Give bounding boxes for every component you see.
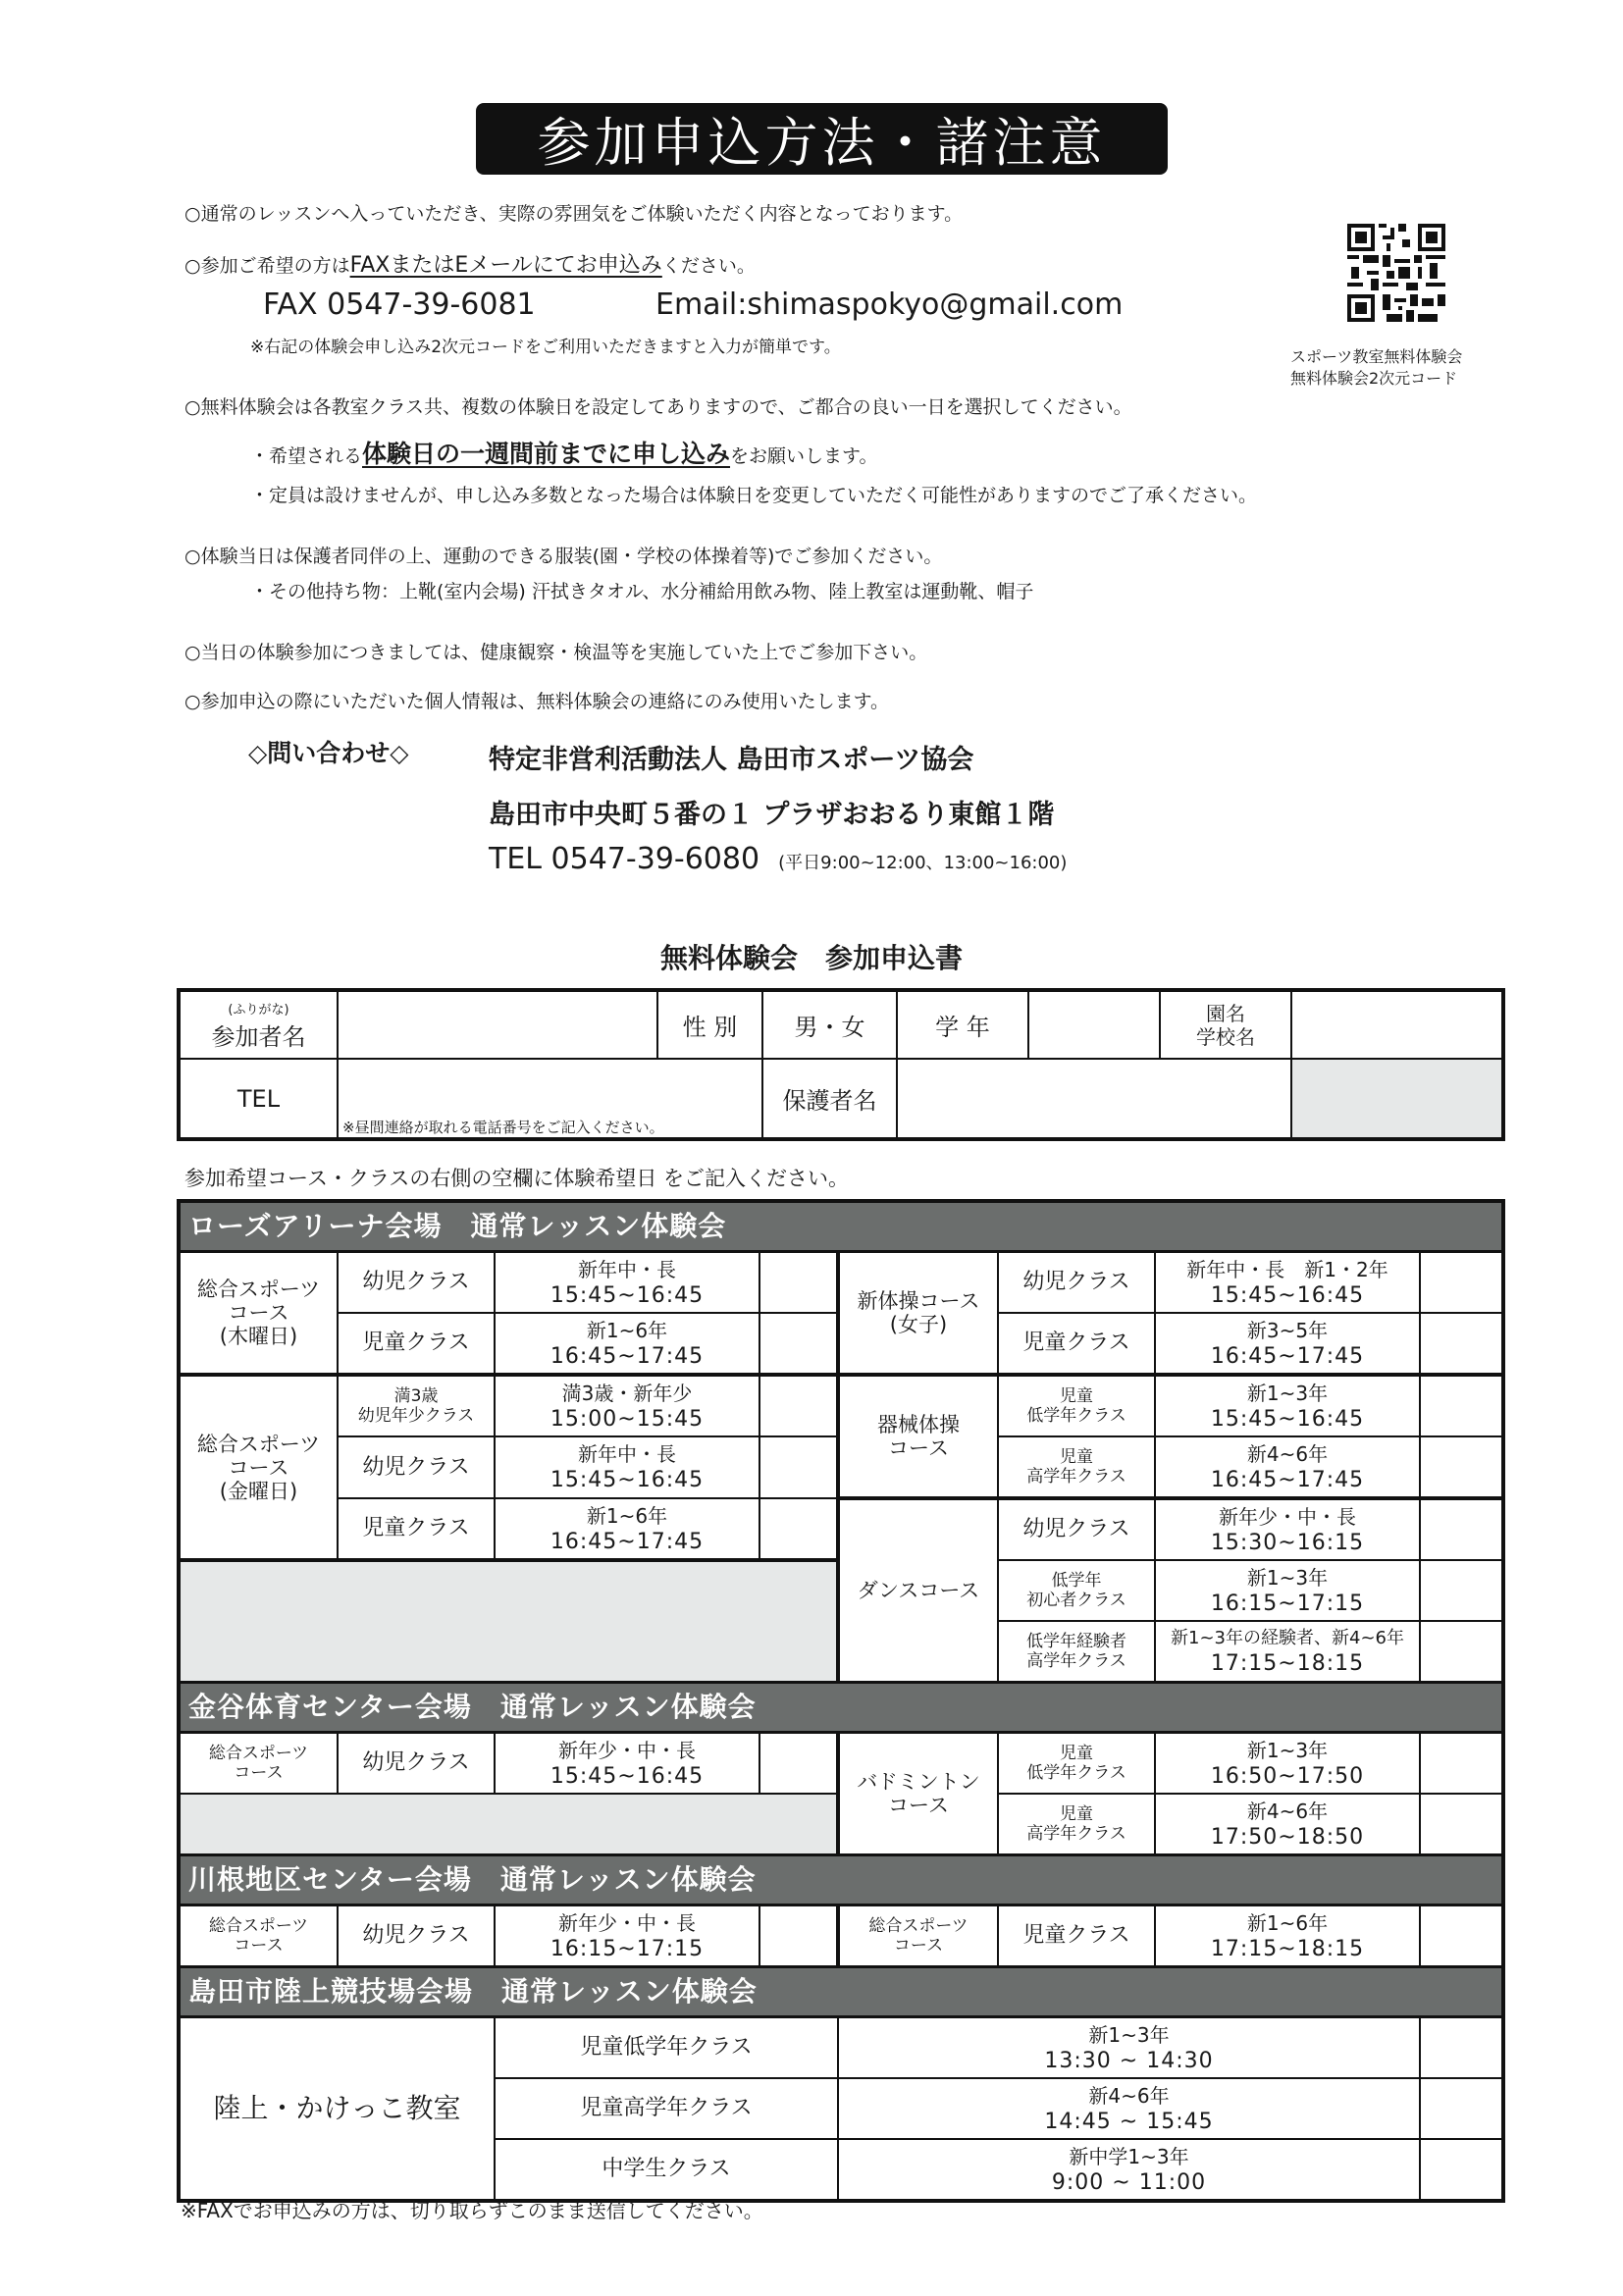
cell-text: 新体操コース: [857, 1289, 980, 1313]
class-name: 幼児クラス: [338, 1905, 495, 1967]
school-label-line2: 学校名: [1196, 1024, 1255, 1049]
date-entry-field[interactable]: [1420, 1436, 1503, 1498]
note-deadline: [250, 435, 878, 470]
venue-header-kawane: 川根地区センター会場 通常レッスン体験会: [179, 1855, 1503, 1905]
cell-text: 16:45~17:45: [1210, 1343, 1365, 1369]
class-schedule: [1155, 1794, 1420, 1855]
note-privacy: ○参加申込の際にいただいた個人情報は、無料体験会の連絡にのみ使用いたします。: [184, 691, 890, 712]
cell-text: 新年少・中・長: [558, 1738, 696, 1762]
note-health-check: ○当日の体験参加につきましては、健康観察・検温等を実施していた上でご参加下さい。: [184, 642, 928, 663]
cell-text: 17:15~18:15: [1210, 1936, 1365, 1961]
cell-text: 新1~3年: [1246, 1381, 1329, 1405]
fax-number: FAX 0547-39-6081: [263, 287, 536, 322]
class-schedule: [495, 1498, 759, 1560]
venue-header-rose-arena: ローズアリーナ会場 通常レッスン体験会: [179, 1201, 1503, 1252]
cell-text: 15:45~16:45: [550, 1282, 705, 1308]
inquiry-contact: [489, 842, 1067, 876]
cell-text: 15:45~16:45: [550, 1468, 705, 1492]
class-name: 児童クラス: [338, 1498, 495, 1560]
class-name: [998, 1733, 1155, 1795]
cell-text: 新年中・長: [578, 1442, 676, 1466]
class-name: 児童低学年クラス: [495, 2017, 838, 2079]
date-entry-field[interactable]: [1420, 2139, 1503, 2201]
cell-text: 高学年クラス: [1026, 1467, 1126, 1487]
cell-text: 新1~6年: [586, 1503, 668, 1528]
class-schedule: [1155, 1621, 1420, 1683]
email-link[interactable]: Email:shimaspokyo@gmail.com: [655, 287, 1124, 322]
date-entry-field[interactable]: [1420, 1498, 1503, 1560]
cell-text: 16:50~17:50: [1210, 1763, 1365, 1789]
cell-text: 新1~6年: [1246, 1910, 1329, 1935]
note-deadline-emphasis: 体験日の一週間前までに申し込み: [362, 440, 731, 468]
class-name: 幼児クラス: [998, 1252, 1155, 1314]
cell-text: バドミントン: [857, 1770, 980, 1794]
qr-caption-line2: 無料体験会2次元コード: [1290, 369, 1458, 388]
cell-text: 低学年経験者: [1026, 1632, 1126, 1651]
tel-field[interactable]: [338, 1059, 762, 1139]
class-name: 児童クラス: [998, 1313, 1155, 1375]
note-regular-lesson: ○通常のレッスンへ入っていただき、実際の雰囲気をご体験いただく内容となっております。: [184, 203, 964, 225]
class-name: [338, 1375, 495, 1436]
course-cell: [179, 1905, 338, 1967]
date-entry-field[interactable]: [1420, 2017, 1503, 2079]
school-label-line1: 園名: [1206, 1001, 1245, 1025]
cell-text: 15:45~16:45: [1210, 1282, 1365, 1308]
cell-text: 新1~3年: [1088, 2022, 1170, 2047]
cell-text: コース: [888, 1794, 949, 1817]
school-name-label: [1160, 990, 1291, 1059]
note-multiple-dates: ○無料体験会は各教室クラス共、複数の体験日を設定してありますので、ご都合の良い一日を選択してください。: [184, 396, 1132, 418]
course-cell: [179, 1252, 338, 1376]
form-title: 無料体験会 参加申込書: [659, 942, 963, 974]
cell-text: コース: [234, 1763, 284, 1783]
class-name: [998, 1621, 1155, 1683]
cell-text: 15:00~15:45: [550, 1406, 705, 1432]
application-form: [177, 988, 1505, 1141]
venue-header-athletics-stadium: 島田市陸上競技場会場 通常レッスン体験会: [179, 1967, 1503, 2017]
cell-text: 器械体操: [877, 1413, 960, 1436]
course-cell: [179, 1375, 338, 1560]
class-name: [998, 1436, 1155, 1498]
cell-text: 児童: [1060, 1447, 1093, 1467]
gender-label: 性 別: [657, 990, 762, 1059]
note-deadline-pre: ・希望される: [250, 445, 363, 467]
venue-header-kanaya: 金谷体育センター会場 通常レッスン体験会: [179, 1683, 1503, 1733]
class-schedule: [1155, 1560, 1420, 1621]
cell-text: 16:15~17:15: [550, 1936, 705, 1961]
qr-caption: [1290, 346, 1462, 390]
cell-text: 児童: [1060, 1386, 1093, 1406]
schedule-table: [177, 1199, 1505, 2203]
note-apply-method: [184, 248, 756, 279]
cell-text: 新4~6年: [1088, 2083, 1170, 2108]
class-name: 幼児クラス: [338, 1252, 495, 1314]
cell-text: 児童: [1060, 1804, 1093, 1824]
cell-text: 総合スポーツ: [196, 1278, 321, 1301]
note-deadline-post: をお願いします。: [730, 445, 878, 467]
school-name-field[interactable]: [1291, 990, 1503, 1059]
footer-note: ※FAXでお申込みの方は、切り取らずこのまま送信してください。: [181, 2199, 763, 2222]
grade-label: 学 年: [897, 990, 1028, 1059]
cell-text: 総合スポーツ: [208, 1744, 309, 1763]
cell-text: コース: [228, 1301, 289, 1325]
date-entry-field[interactable]: [1420, 2078, 1503, 2139]
cell-text: 16:45~17:45: [1210, 1467, 1365, 1492]
gender-options[interactable]: 男・女: [762, 990, 897, 1059]
class-name: [998, 1560, 1155, 1621]
class-schedule: [1155, 1375, 1420, 1436]
date-entry-field[interactable]: [759, 1313, 838, 1375]
cell-text: 新4~6年: [1246, 1441, 1329, 1466]
qr-caption-line1: スポーツ教室無料体験会: [1290, 347, 1463, 366]
class-name: 児童高学年クラス: [495, 2078, 838, 2139]
note-apply-pre: ○参加ご希望の方は: [184, 255, 350, 277]
cell-text: 13:30 ~ 14:30: [1044, 2048, 1214, 2073]
inquiry-organization: 特定非営利活動法人 島田市スポーツ協会: [489, 745, 974, 775]
date-entry-field[interactable]: [759, 1733, 838, 1795]
course-cell: ダンスコース: [838, 1498, 998, 1683]
class-schedule: [495, 1252, 759, 1314]
class-name: 児童クラス: [998, 1905, 1155, 1967]
cell-text: 16:45~17:45: [550, 1343, 705, 1369]
date-entry-field[interactable]: [1420, 1252, 1503, 1314]
cell-text: 17:15~18:15: [1210, 1650, 1365, 1676]
inquiry-address: 島田市中央町５番の１ プラザおおるり東館１階: [489, 800, 1055, 830]
date-entry-field[interactable]: [1420, 1794, 1503, 1855]
cell-text: 新3~5年: [1246, 1318, 1329, 1342]
class-name: 幼児クラス: [338, 1436, 495, 1498]
guardian-label: 保護者名: [762, 1059, 897, 1139]
note-clothing: ○体験当日は保護者同伴の上、運動のできる服装(園・学校の体操着等)でご参加ください。: [184, 546, 943, 567]
cell-text: 低学年クラス: [1026, 1763, 1126, 1783]
cell-text: 満3歳: [393, 1386, 439, 1406]
cell-text: コース: [893, 1936, 944, 1956]
cell-text: 16:45~17:45: [550, 1529, 705, 1554]
class-schedule: [1155, 1436, 1420, 1498]
instruction-text: 参加希望コース・クラスの右側の空欄に体験希望日 をご記入ください。: [184, 1167, 849, 1190]
date-entry-field[interactable]: [1420, 1905, 1503, 1967]
course-cell: [838, 1905, 998, 1967]
qr-hint: ※右記の体験会申し込み2次元コードをご利用いただきますと入力が簡単です。: [250, 338, 841, 357]
cell-text: 総合スポーツ: [868, 1916, 969, 1936]
grade-field[interactable]: [1028, 990, 1160, 1059]
cell-text: 14:45 ~ 15:45: [1044, 2109, 1214, 2134]
class-schedule: [1155, 1252, 1420, 1314]
cell-text: 満3歳・新年少: [561, 1381, 693, 1405]
cell-text: 9:00 ~ 11:00: [1051, 2169, 1207, 2195]
class-schedule: [495, 1375, 759, 1436]
course-cell: [838, 1375, 998, 1498]
class-schedule: [495, 1436, 759, 1498]
inquiry-label: ◇問い合わせ◇: [248, 739, 409, 767]
cell-text: 新1~6年: [586, 1318, 668, 1342]
cell-text: 新1~3年の経験者、新4~6年: [1171, 1627, 1404, 1648]
page-title: 参加申込方法・諸注意: [476, 103, 1168, 175]
class-schedule: [838, 2078, 1420, 2139]
inquiry-hours: (平日9:00~12:00、13:00~16:00): [778, 853, 1068, 873]
class-schedule: [1155, 1313, 1420, 1375]
date-entry-field[interactable]: [1420, 1733, 1503, 1795]
note-capacity: ・定員は設けませんが、申し込み多数となった場合は体験日を変更していただく可能性がありますのでご了承ください。: [250, 485, 1258, 506]
course-cell: [838, 1733, 998, 1855]
participant-name-label: [179, 990, 338, 1059]
course-cell: 陸上・かけっこ教室: [179, 2017, 495, 2202]
date-entry-field[interactable]: [759, 1436, 838, 1498]
cell-text: 総合スポーツ: [208, 1916, 309, 1936]
name-label-text: 参加者名: [211, 1022, 306, 1051]
cell-text: 高学年クラス: [1026, 1824, 1126, 1844]
tel-label: TEL: [179, 1059, 338, 1139]
class-name: [998, 1375, 1155, 1436]
date-entry-field[interactable]: [759, 1498, 838, 1560]
cell-text: 新1~3年: [1246, 1738, 1329, 1762]
note-belongings: ・その他持ち物：上靴(室内会場) 汗拭きタオル、水分補給用飲み物、陸上教室は運動靴、帽子: [250, 581, 1034, 602]
cell-text: 児童: [1060, 1744, 1093, 1763]
note-apply-emphasis: FAXまたはEメールにてお申込み: [349, 253, 662, 278]
class-schedule: [495, 1905, 759, 1967]
cell-text: 高学年クラス: [1026, 1651, 1126, 1671]
date-entry-field[interactable]: [759, 1905, 838, 1967]
date-entry-field[interactable]: [1420, 1313, 1503, 1375]
blank-area: [179, 1794, 838, 1855]
cell-text: 総合スポーツ: [196, 1432, 321, 1456]
guardian-name-field[interactable]: [897, 1059, 1291, 1139]
class-schedule: [495, 1733, 759, 1795]
cell-text: 新中学1~3年: [1069, 2144, 1189, 2168]
cell-text: 幼児年少クラス: [357, 1406, 475, 1426]
class-name: [998, 1794, 1155, 1855]
cell-text: 新年中・長: [578, 1257, 676, 1281]
cell-text: 初心者クラス: [1026, 1591, 1126, 1610]
date-entry-field[interactable]: [1420, 1621, 1503, 1683]
cell-text: (金曜日): [219, 1479, 298, 1503]
furigana-label: (ふりがな): [228, 1002, 289, 1018]
cell-text: 17:50~18:50: [1210, 1824, 1365, 1850]
class-name: 幼児クラス: [338, 1733, 495, 1795]
cell-text: 15:45~16:45: [550, 1763, 705, 1789]
cell-text: 15:30~16:15: [1210, 1530, 1365, 1555]
cell-text: コース: [228, 1455, 289, 1480]
blank-cell: [1291, 1059, 1503, 1139]
cell-text: 新4~6年: [1246, 1799, 1329, 1823]
class-schedule: [1155, 1498, 1420, 1560]
cell-text: 低学年クラス: [1026, 1406, 1126, 1426]
cell-text: 新年中・長 新1・2年: [1186, 1257, 1388, 1281]
participant-name-field[interactable]: [338, 990, 657, 1059]
note-apply-post: ください。: [661, 255, 756, 277]
qr-code-icon[interactable]: [1347, 224, 1445, 322]
date-entry-field[interactable]: [1420, 1375, 1503, 1436]
class-schedule: [1155, 1905, 1420, 1967]
class-name: 中学生クラス: [495, 2139, 838, 2201]
course-cell: [838, 1252, 998, 1376]
class-schedule: [495, 1313, 759, 1375]
cell-text: 低学年: [1051, 1571, 1102, 1591]
cell-text: (木曜日): [219, 1325, 298, 1348]
inquiry-tel: TEL 0547-39-6080: [489, 842, 760, 876]
cell-text: 15:45~16:45: [1210, 1406, 1365, 1432]
class-schedule: [1155, 1733, 1420, 1795]
cell-text: (女子): [889, 1313, 948, 1336]
class-schedule: [838, 2017, 1420, 2079]
cell-text: 16:15~17:15: [1210, 1591, 1365, 1616]
date-entry-field[interactable]: [1420, 1560, 1503, 1621]
class-name: 幼児クラス: [998, 1498, 1155, 1560]
date-entry-field[interactable]: [759, 1252, 838, 1314]
cell-text: コース: [234, 1936, 284, 1956]
cell-text: コース: [888, 1436, 949, 1460]
cell-text: 新年少・中・長: [1219, 1504, 1356, 1529]
date-entry-field[interactable]: [759, 1375, 838, 1436]
cell-text: 新年少・中・長: [558, 1910, 696, 1935]
class-schedule: [838, 2139, 1420, 2201]
cell-text: 新1~3年: [1246, 1565, 1329, 1590]
tel-hint: ※昼間連絡が取れる電話番号をご記入ください。: [342, 1119, 664, 1136]
blank-area: [179, 1560, 838, 1683]
class-name: 児童クラス: [338, 1313, 495, 1375]
course-cell: [179, 1733, 338, 1795]
